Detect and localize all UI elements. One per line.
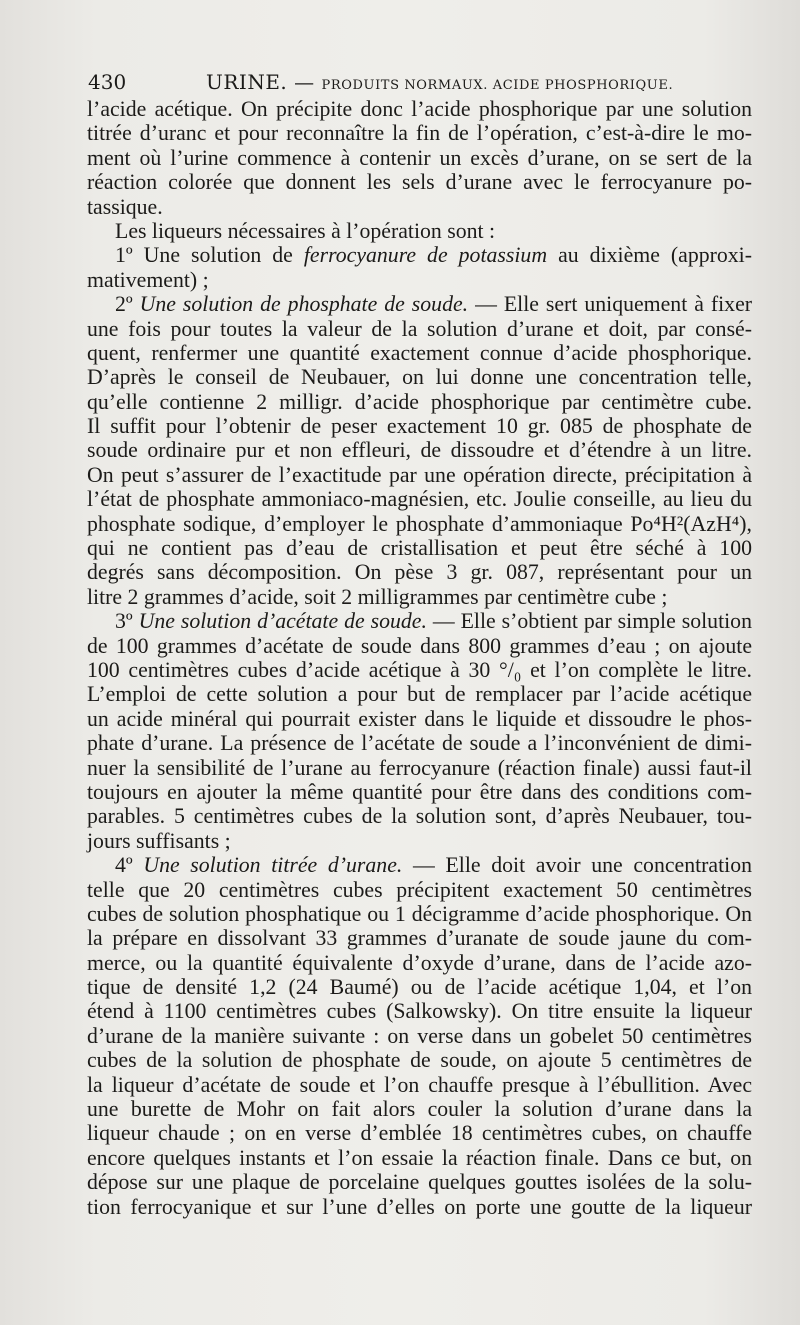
text-line: parables. 5 centimètres cubes de la solution sont, d’après Neubauer, tou- — [87, 804, 752, 829]
body-text — [87, 97, 752, 1219]
text-line: tassique. — [87, 194, 163, 219]
text-run: 2º — [115, 292, 140, 317]
text-line: jours suffisants ; — [87, 828, 231, 853]
text-run: — Elle sert uniquement à fixer — [468, 292, 753, 317]
text-run: 3º — [115, 609, 139, 634]
text-line: litre 2 grammes d’acide, soit 2 milligrammes par centimètre cube ; — [87, 584, 668, 609]
text-line: encore quelques instants et l’on essaie la réaction finale. Dans ce but, on — [87, 1145, 752, 1170]
text-line — [87, 853, 752, 877]
text-line: cubes de solution phosphatique ou 1 décigramme d’acide phosphorique. On — [87, 901, 752, 926]
italic-text: Une solution d’acétate de soude. — [138, 609, 427, 634]
text-line: D’après le conseil de Neubauer, on lui donne une concentration telle, — [87, 365, 752, 390]
text-line: un acide minéral qui pourrait exister dans le liquide et dissoudre le phos- — [87, 706, 752, 731]
running-head — [88, 70, 768, 98]
text-line: d’urane de la manière suivante : on verse dans un gobelet 50 centimètres — [87, 1023, 752, 1048]
text-line: Les liqueurs nécessaires à l’opération sont : — [115, 218, 496, 243]
running-title — [206, 70, 673, 94]
text-line — [87, 243, 752, 267]
text-line: toujours en ajouter la même quantité pour être dans des conditions com- — [87, 779, 752, 804]
text-line: nuer la sensibilité de l’urane au ferrocyanure (réaction finale) aussi faut-il — [87, 755, 752, 780]
text-line: l’état de phosphate ammoniaco-magnésien, etc. Joulie conseille, au lieu du — [87, 487, 752, 512]
text-line: On peut s’assurer de l’exactitude par une opération directe, précipitation à — [87, 462, 752, 487]
text-line: mativement) ; — [87, 267, 209, 292]
text-line: ment où l’urine commence à contenir un excès d’urane, on se sert de la — [87, 145, 752, 170]
text-line: liqueur chaude ; on en verse d’emblée 18 centimètres cubes, on chauffe — [87, 1121, 752, 1146]
text-line: degrés sans décomposition. On pèse 3 gr. 087, représentant pour un — [87, 560, 752, 585]
text-line: titrée d’uranc et pour reconnaître la fin de l’opération, c’est-à-dire le mo- — [87, 121, 752, 146]
running-title-main: URINE. — — [206, 70, 315, 94]
italic-text: ferrocyanure de potassium — [303, 243, 548, 268]
text-line: cubes de la solution de phosphate de soude, on ajoute 5 centimètres de — [87, 1048, 752, 1073]
text-line: tique de densité 1,2 (24 Baumé) ou de l’acide acétique 1,04, et l’on — [87, 975, 752, 1000]
text-line: merce, ou la quantité équivalente d’oxyde d’urane, dans de l’acide azo- — [87, 950, 752, 975]
text-line: qui ne contient pas d’eau de cristallisation et peut être séché à 100 — [87, 536, 752, 561]
text-line: L’emploi de cette solution a pour but de remplacer par l’acide acétique — [87, 682, 752, 707]
text-run: au dixième (approxi- — [547, 243, 752, 268]
italic-text: Une solution titrée d’urane. — [143, 853, 403, 878]
text-line: qu’elle contienne 2 milligr. d’acide phosphorique par centimètre cube. — [87, 389, 752, 414]
running-subtitle: PRODUITS NORMAUX. ACIDE PHOSPHORIQUE. — [321, 78, 674, 93]
text-line: telle que 20 centimètres cubes précipitent exactement 50 centimètres — [87, 877, 752, 902]
italic-text: Une solution de phosphate de soude. — [139, 292, 469, 317]
text-line: quent, renfermer une quantité exactement connue d’acide phosphorique. — [87, 340, 752, 365]
text-line: tion ferrocyanique et sur l’une d’elles on porte une goutte de la liqueur — [87, 1194, 752, 1219]
text-line: de 100 grammes d’acétate de soude dans 800 grammes d’eau ; on ajoute — [87, 633, 752, 658]
text-run: 4º — [115, 853, 144, 878]
text-line: réaction colorée que donnent les sels d’urane avec le ferrocyanure po- — [87, 170, 752, 195]
text-line — [87, 292, 752, 316]
text-run: 1º Une solution de — [115, 243, 304, 268]
text-line: phosphate sodique, d’employer le phosphate d’ammoniaque Po⁴H²(AzH⁴), — [87, 511, 752, 536]
text-line: une burette de Mohr on fait alors couler la solution d’urane dans la — [87, 1097, 752, 1122]
text-line: la prépare en dissolvant 33 grammes d’uranate de soude jaune du com- — [87, 926, 752, 951]
text-line — [87, 609, 752, 633]
text-line: l’acide acétique. On précipite donc l’acide phosphorique par une solution — [87, 97, 752, 121]
text-run: — Elle doit avoir une concentration — [402, 853, 753, 878]
text-line: Il suffit pour l’obtenir de peser exactement 10 gr. 085 de phosphate de — [87, 414, 752, 439]
text-line: étend à 1100 centimètres cubes (Salkowsky). On titre ensuite la liqueur — [87, 999, 752, 1024]
text-line: une fois pour toutes la valeur de la solution d’urane et doit, par consé- — [87, 316, 752, 341]
page-number: 430 — [88, 70, 127, 94]
text-line: phate d’urane. La présence de l’acétate de soude a l’inconvénient de dimi- — [87, 731, 752, 756]
text-line: soude ordinaire pur et non effleuri, de dissoudre et d’étendre à un litre. — [87, 438, 752, 463]
text-line: dépose sur une plaque de porcelaine quelques gouttes isolées de la solu- — [87, 1170, 752, 1195]
text-line: la liqueur d’acétate de soude et l’on chauffe presque à l’ébullition. Avec — [87, 1072, 752, 1097]
text-line: 100 centimètres cubes d’acide acétique à 30 °/₀ et l’on complète le litre. — [87, 657, 752, 682]
text-run: — Elle s’obtient par simple solution — [426, 609, 752, 634]
